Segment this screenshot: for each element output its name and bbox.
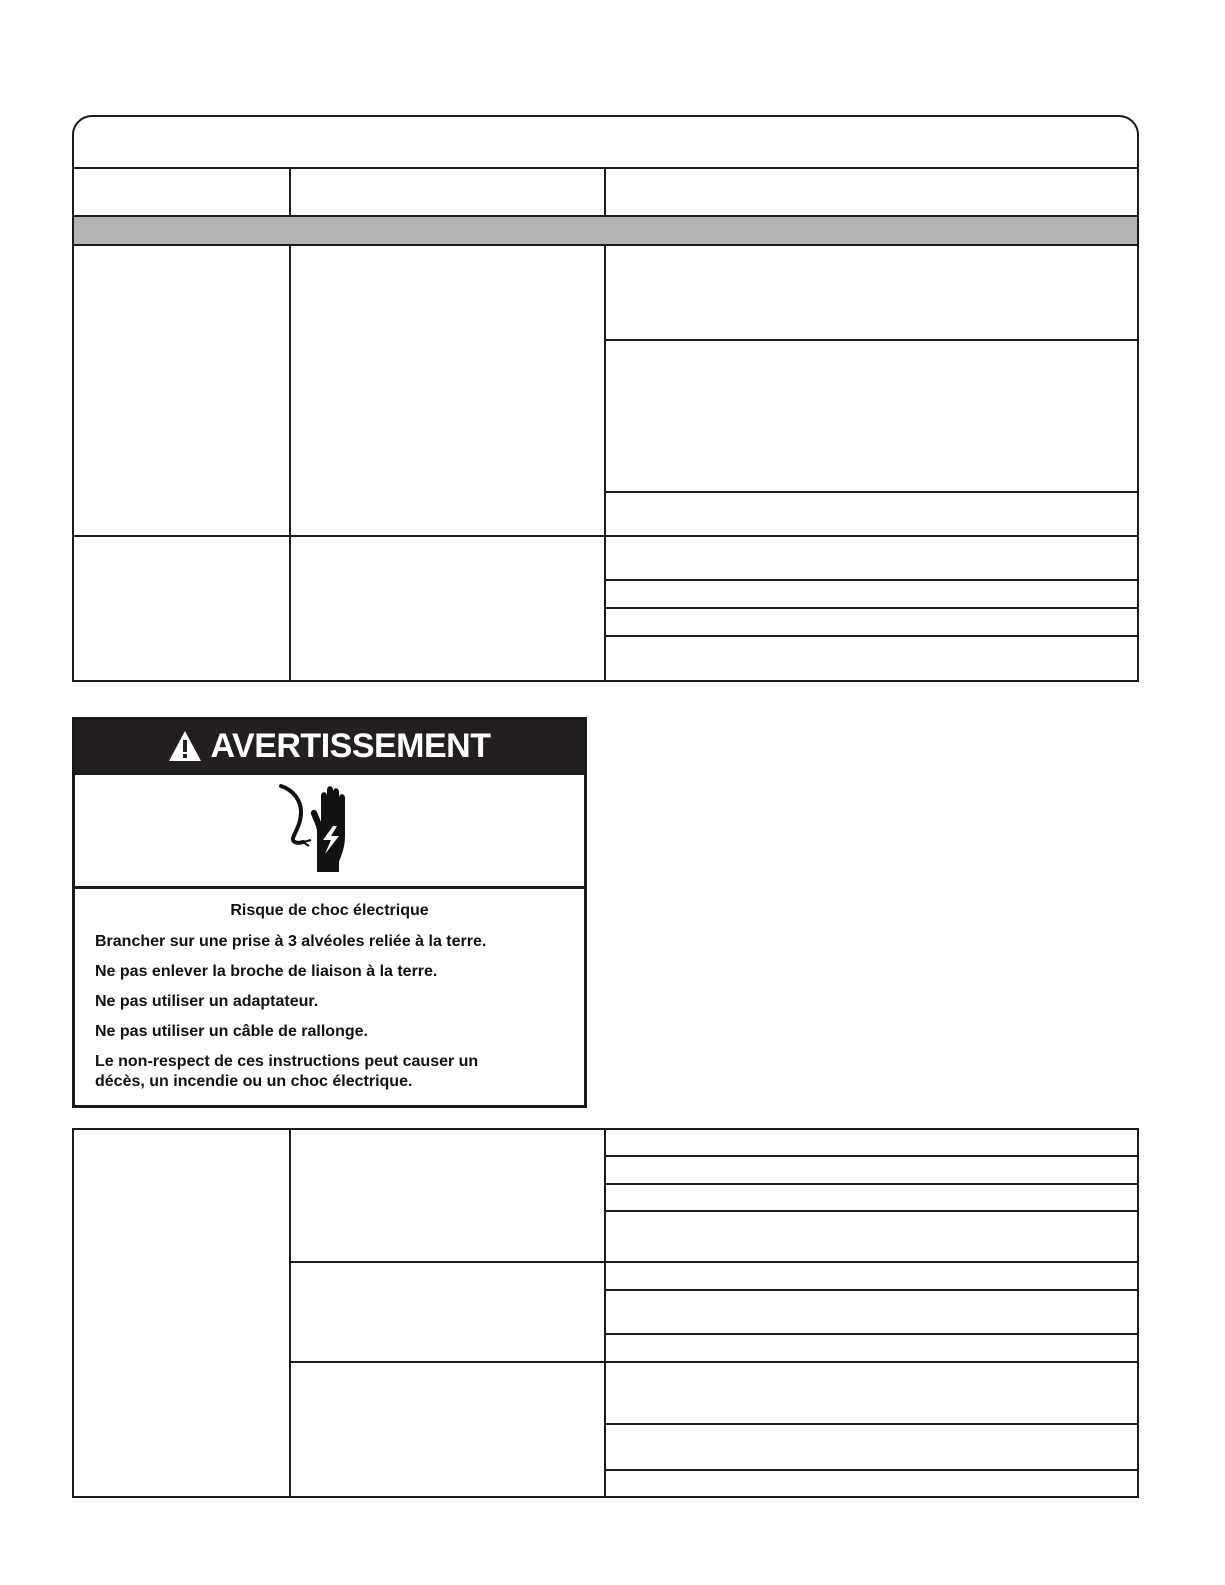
column-divider-1 <box>289 245 291 682</box>
warning-triangle-icon <box>168 730 202 762</box>
row-rule <box>605 1155 1139 1157</box>
row-rule <box>605 1183 1139 1185</box>
row-rule <box>605 635 1139 637</box>
warning-line: Ne pas utiliser un adaptateur. <box>95 993 319 1010</box>
row-rule <box>290 1261 1139 1263</box>
column-divider-1 <box>289 168 291 216</box>
warning-body <box>75 890 584 1092</box>
warning-line: Ne pas utiliser un câble de rallonge. <box>95 1023 368 1040</box>
warning-line: Ne pas enlever la broche de liaison à la terre. <box>95 963 438 980</box>
row-rule <box>605 1469 1139 1471</box>
warning-header <box>75 720 584 772</box>
section-band <box>74 217 1137 244</box>
row-rule <box>605 1210 1139 1212</box>
warning-title: AVERTISSEMENT <box>210 726 491 765</box>
row-rule <box>605 491 1139 493</box>
row-rule <box>605 579 1139 581</box>
warning-subtitle: Risque de choc électrique <box>230 902 429 919</box>
column-divider-2 <box>604 168 606 216</box>
warning-divider <box>75 886 584 889</box>
row-rule <box>605 1289 1139 1291</box>
column-divider-1 <box>289 1129 291 1498</box>
electric-shock-hand-icon <box>273 782 373 877</box>
warning-line: Le non-respect de ces instructions peut causer un décès, un incendie ou un choc électrique. <box>95 1053 479 1090</box>
row-rule <box>72 535 1139 537</box>
column-divider-2 <box>604 245 606 682</box>
row-rule <box>605 1423 1139 1425</box>
warning-divider <box>75 772 584 775</box>
warning-label <box>72 717 587 1108</box>
warning-line: Brancher sur une prise à 3 alvéoles reliée à la terre. <box>95 933 487 950</box>
row-rule <box>605 339 1139 341</box>
row-rule <box>290 1361 1139 1363</box>
row-rule <box>605 1333 1139 1335</box>
row-rule <box>605 607 1139 609</box>
